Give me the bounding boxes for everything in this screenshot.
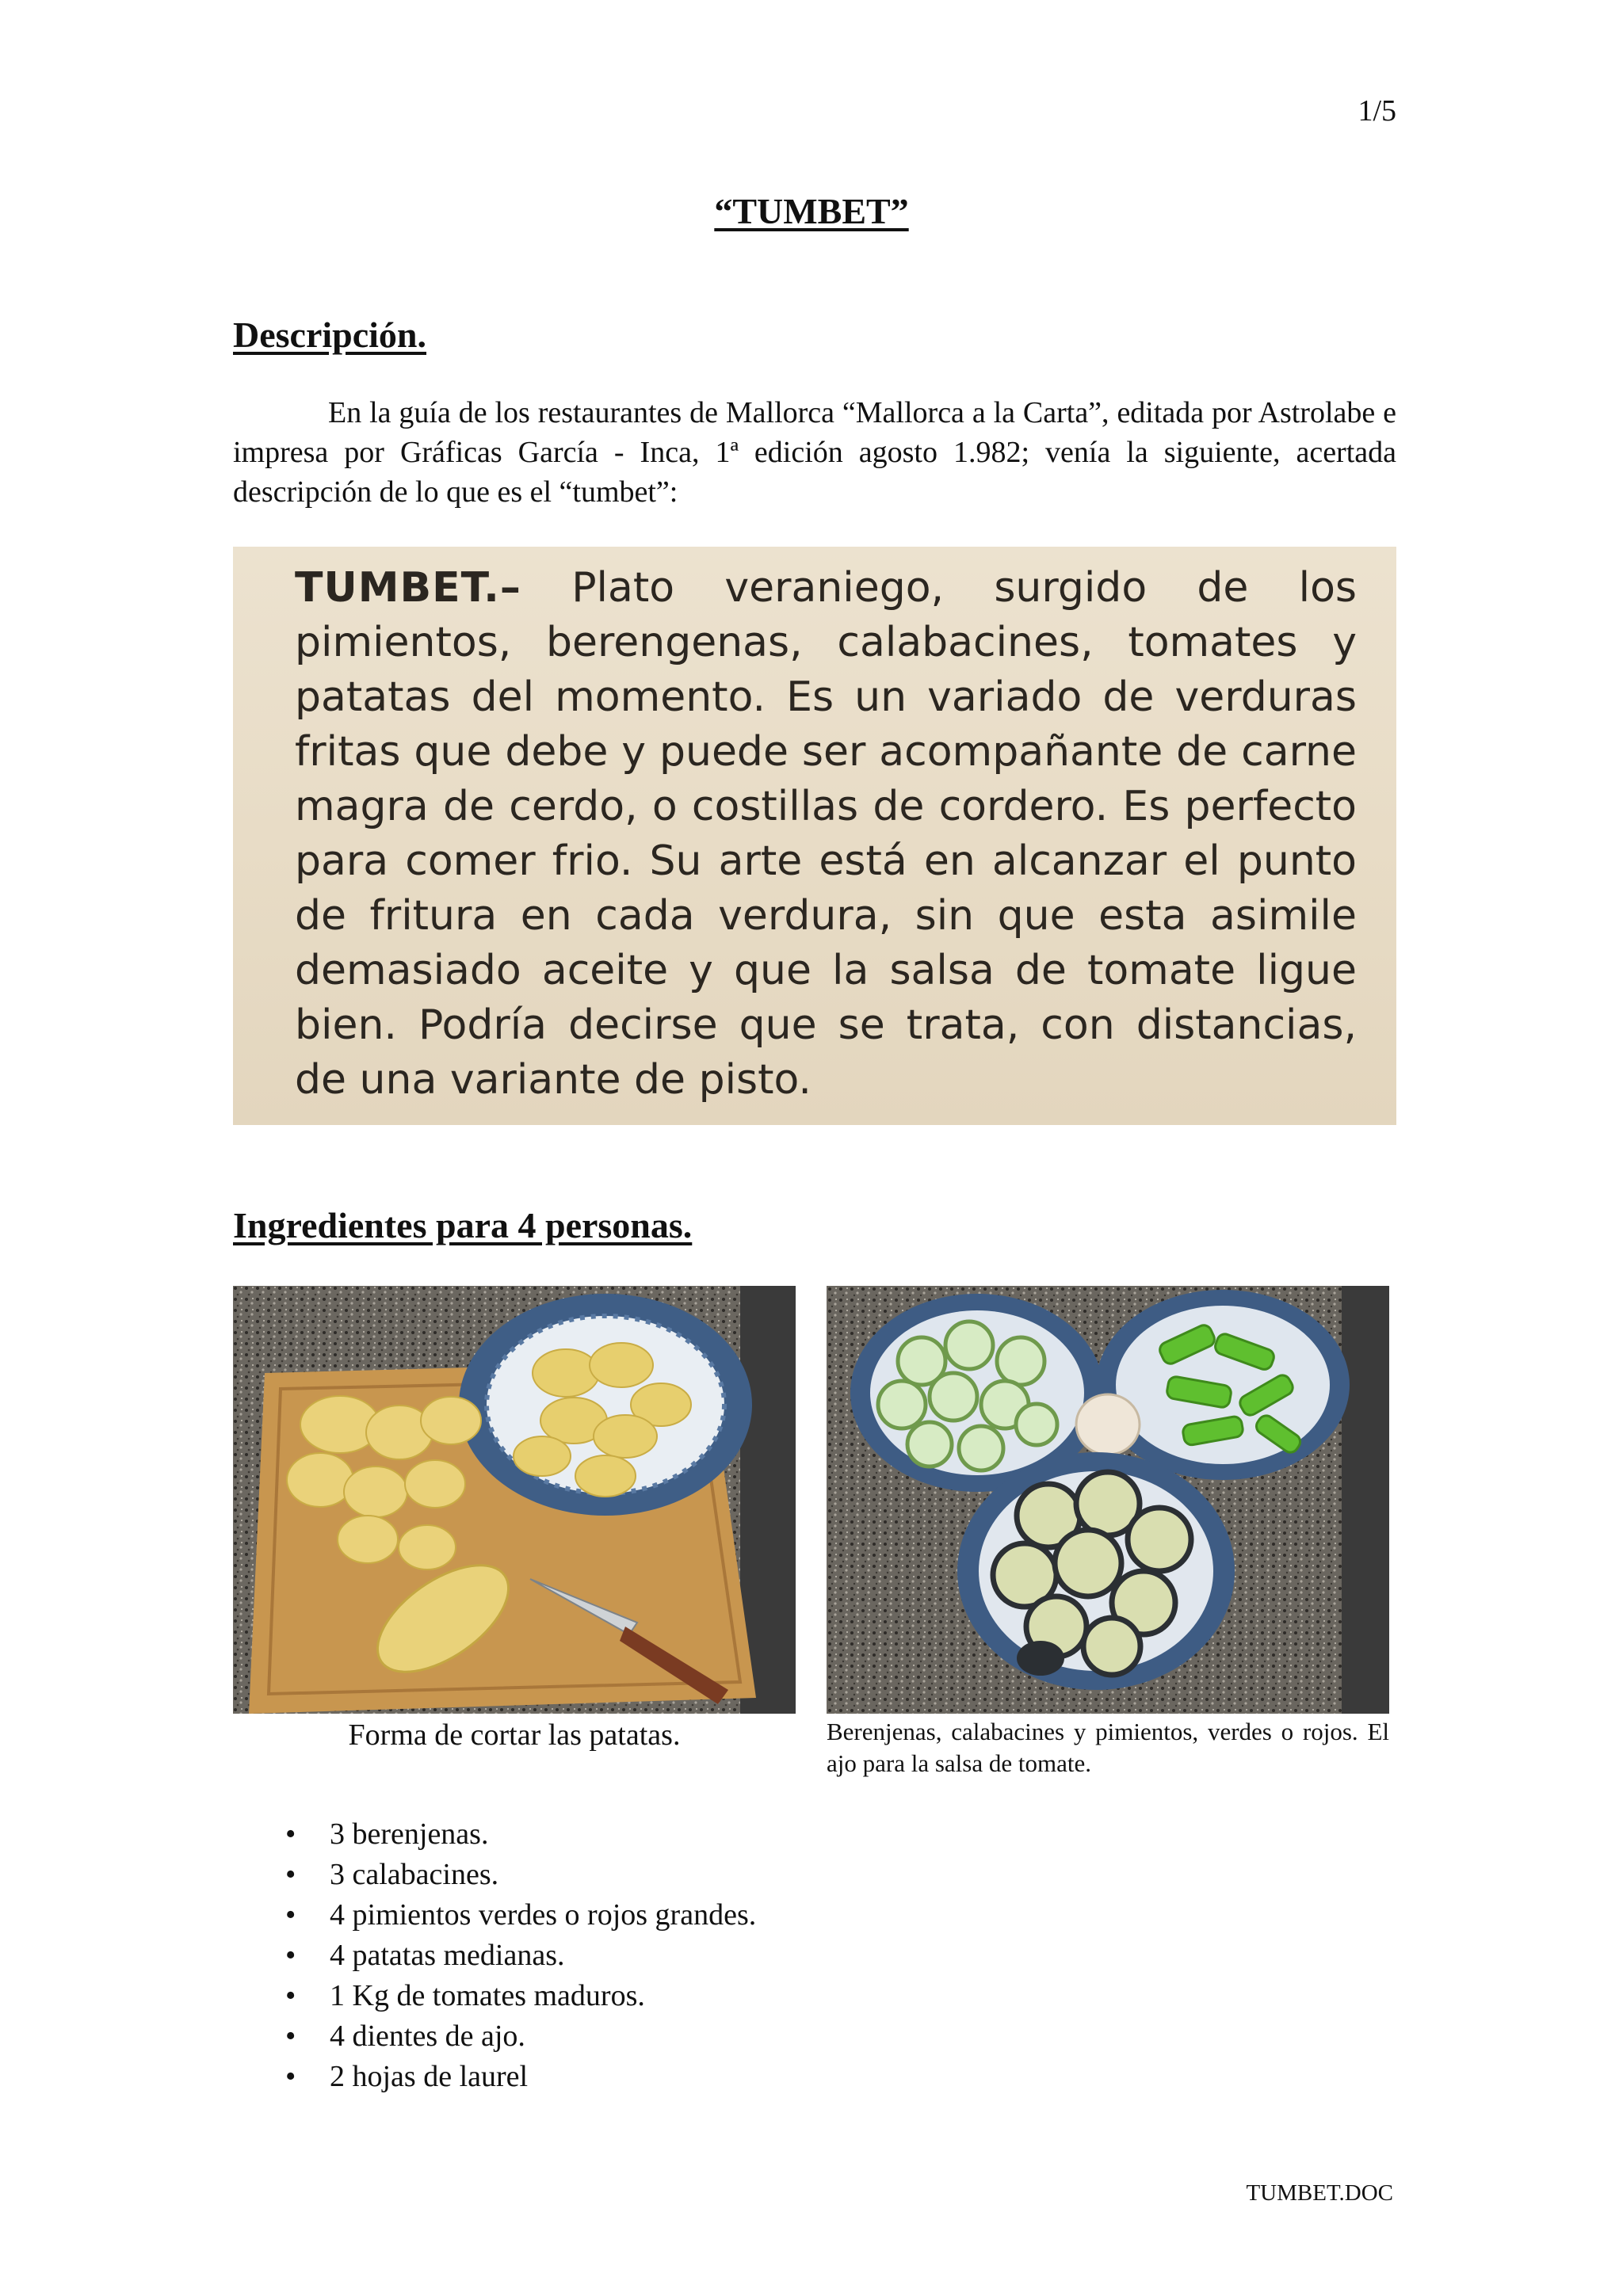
list-item: • 2 hojas de laurel xyxy=(285,2057,756,2097)
title-text: “TUMBET” xyxy=(714,191,909,231)
ingredients-list xyxy=(285,1814,756,2097)
scanned-description-image xyxy=(233,547,1396,1125)
potatoes-photo-drawing xyxy=(233,1286,796,1714)
intro-paragraph: En la guía de los restaurantes de Mallorca “Mallorca a la Carta”, editada por Astrolabe e impresa por Gráficas García - Inca, 1ª edición agosto 1.982; venía la siguiente, acertada descripción de lo que es el “tumbet”: xyxy=(233,396,1396,509)
scan-paragraph xyxy=(295,561,1357,1108)
page-number: 1/5 xyxy=(1358,94,1396,128)
list-item: • 3 berenjenas. xyxy=(285,1814,756,1855)
list-item: • 4 patatas medianas. xyxy=(285,1936,756,1976)
vegetables-photo xyxy=(827,1286,1389,1714)
document-title xyxy=(0,190,1623,232)
ingredients-heading: Ingredientes para 4 personas. xyxy=(233,1205,693,1245)
list-item: • 3 calabacines. xyxy=(285,1855,756,1895)
list-item: • 1 Kg de tomates maduros. xyxy=(285,1976,756,2016)
potatoes-caption: Forma de cortar las patatas. xyxy=(348,1718,681,1752)
scan-lead-word: TUMBET.– xyxy=(295,564,521,612)
scan-text: Plato veraniego, surgido de los pimientos, berengenas, calabacines, tomates y patatas del momento. Es un variado de verduras fritas que debe y puede ser acompañante de carne magra de cerdo, o costillas de cordero. Es perfecto para comer frio. Su arte está en alcanzar el punto de fritura en cada verdura, sin que esta asimile demasiado aceite y que la salsa de tomate ligue bien. Podría decirse que se trata, con distancias, de una variante de pisto. xyxy=(295,564,1357,1104)
file-name-footer: TUMBET.DOC xyxy=(1246,2180,1393,2206)
list-item: • 4 pimientos verdes o rojos grandes. xyxy=(285,1895,756,1936)
description-heading: Descripción. xyxy=(233,315,427,355)
list-item: • 4 dientes de ajo. xyxy=(285,2016,756,2057)
vegetables-photo-drawing xyxy=(827,1286,1389,1714)
potatoes-photo xyxy=(233,1286,796,1714)
vegetables-caption: Berenjenas, calabacines y pimientos, verdes o rojos. El ajo para la salsa de tomate. xyxy=(827,1718,1389,1777)
